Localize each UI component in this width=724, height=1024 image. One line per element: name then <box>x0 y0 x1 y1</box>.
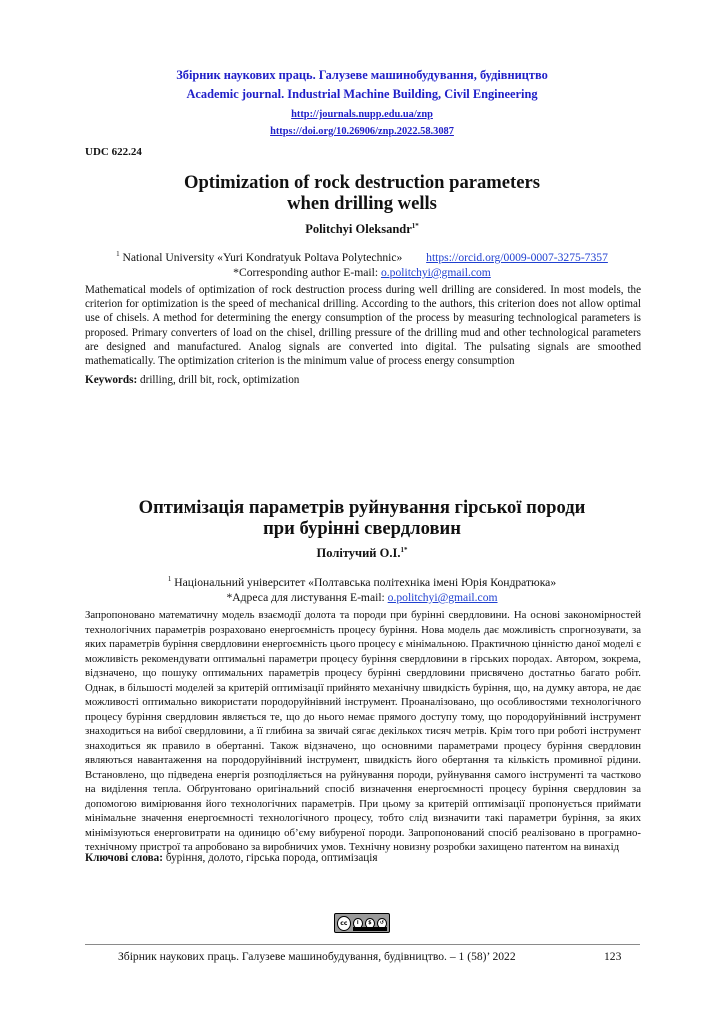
ukrainian-keywords-label: Ключові слова: <box>85 852 164 864</box>
journal-title-ua: Збірник наукових праць. Галузеве машинобудування, будівництво <box>176 68 548 82</box>
cc-icon: cc <box>337 916 351 931</box>
ukrainian-affiliation <box>0 572 724 605</box>
ukrainian-title-line1: Оптимізація параметрів руйнування гірської породи <box>138 497 586 518</box>
journal-url-link[interactable]: http://journals.nupp.edu.ua/znp <box>291 109 433 120</box>
english-keywords <box>85 374 299 386</box>
footer-divider <box>85 944 640 945</box>
ukrainian-author-name: Політучий О.І. <box>316 546 401 561</box>
footer-journal-info: Збірник наукових праць. Галузеве машинобудування, будівництво. – 1 (58)’ 2022 <box>118 950 516 963</box>
english-email-link[interactable]: o.politchyi@gmail.com <box>380 265 491 279</box>
nc-icon: $ <box>365 918 375 929</box>
license-label-strip <box>353 927 387 931</box>
ukrainian-corresponding-label: *Адреса для листування E-mail: <box>226 590 388 604</box>
english-author <box>0 222 724 237</box>
english-title <box>0 172 724 214</box>
orcid-link[interactable]: https://orcid.org/0009-0007-3275-7357 <box>426 250 608 264</box>
ukrainian-abstract: Запропоновано математичну модель взаємодії долота та породи при бурінні свердловини. На основі закономірностей технологічних параметрів розраховано енергоємність процесу буріння. Нова модель дає можливість спрогнозувати, за яких параметрів буріння свердловини енергоємність цього процесу є мінімальною. Практичною цінністю даної моделі є можливість рекомендувати оптимальні параметри процесу буріння свердловини в гірських породах. Автором, зокрема, відзначено, що пошуку оптимальних параметрів процесу бурінні свердловини присвячено достатньо багато робіт. Однак, в більшості моделей за критерій оптимізації прийнято механічну швидкість буріння, що, на думку автора, не дає можливості оптимально використати породоруйнівний інструмент. Проаналізовано, що особливостями технологічного процесу буріння свердловин являється те, що до нього немає прямого доступу тому, що породоруйнівний інструмент знаходиться на вибої свердловини, а її глибина за звичай сягає декількох тисяч метрів. Крім того при роботі інструмент знаходиться як правило в обертанні. Також відзначено, що основними параметрами процесу буріння свердловин являються навантаження на породоруйнівний інструмент, швидкість його обертання та кількість промивної рідини. Встановлено, що підведена енергія розподіляється на руйнування породи, руйнування самого інструменті та частково на виділення тепла. Обґрунтовано оригінальний спосіб визначення енергоємності процесу буріння свердловин за допомогою вимірювання його технологічних параметрів. При цьому за критерій оптимізації пропонується приймати мінімальне значення енергоємності технологічного процесу, тобто слід визначити такі параметри буріння, за яких мінімізуються енерговитрати на одиницю об’єму вибуреної породи. Запропонований спосіб реалізовано в програмно-технічному пристрої та апробовано за виробничих умов. Технічну новизну розробки захищено патентом на винахід <box>85 609 641 853</box>
ukrainian-affiliation-sup: 1 <box>167 575 172 583</box>
journal-title-en: Academic journal. Industrial Machine Building, Civil Engineering <box>186 87 538 101</box>
english-title-line1: Optimization of rock destruction parameters <box>184 172 540 193</box>
ukrainian-keywords <box>85 852 378 864</box>
english-corresponding-label: *Corresponding author E-mail: <box>233 265 381 279</box>
english-keywords-list: drilling, drill bit, rock, optimization <box>137 374 300 386</box>
doi-row <box>0 121 724 140</box>
ukrainian-keywords-list: буріння, долото, гірська порода, оптимізація <box>163 852 378 864</box>
english-title-line2: when drilling wells <box>287 193 437 214</box>
cc-by-nc-sa-icon <box>334 913 390 933</box>
english-abstract: Mathematical models of optimization of rock destruction process during well drilling are considered. In most models, the criterion for optimization is the speed of mechanical drilling. According to the authors, this criterion does not allow optimal use of chisels. A method for determining the energy consumption of the process by measuring technological parameters is proposed. Primary converters of load on the chisel, drilling pressure of the drilling mud and other technological parameters are designed and manufactured. Analog signals are converted into digital. The pulsating signals are smoothed mathematically. The optimization criterion is the minimum value of process energy consumption <box>85 284 641 368</box>
english-keywords-label: Keywords: <box>85 374 138 386</box>
english-affiliation <box>0 247 724 280</box>
english-affiliation-sup: 1 <box>116 250 120 258</box>
page-number: 123 <box>604 950 622 963</box>
by-icon: i <box>353 918 363 929</box>
ukrainian-affiliation-text: Національний університет «Полтавська політехніка імені Юрія Кондратюка» <box>174 575 557 589</box>
ukrainian-title <box>0 497 724 539</box>
english-author-sup: 1* <box>411 222 419 230</box>
doi-link[interactable]: https://doi.org/10.26906/znp.2022.58.3087 <box>270 126 454 137</box>
ukrainian-title-line2: при бурінні свердловин <box>263 518 461 539</box>
english-author-name: Politchyi Oleksandr <box>305 222 412 237</box>
ukrainian-author <box>0 546 724 561</box>
english-affiliation-text: National University «Yuri Kondratyuk Poltava Polytechnic» <box>122 250 403 264</box>
ukrainian-email-link[interactable]: o.politchyi@gmail.com <box>387 590 498 604</box>
ukrainian-author-sup: 1* <box>400 546 408 554</box>
udc-code: UDC 622.24 <box>85 146 142 158</box>
sa-icon: ↺ <box>377 918 387 929</box>
